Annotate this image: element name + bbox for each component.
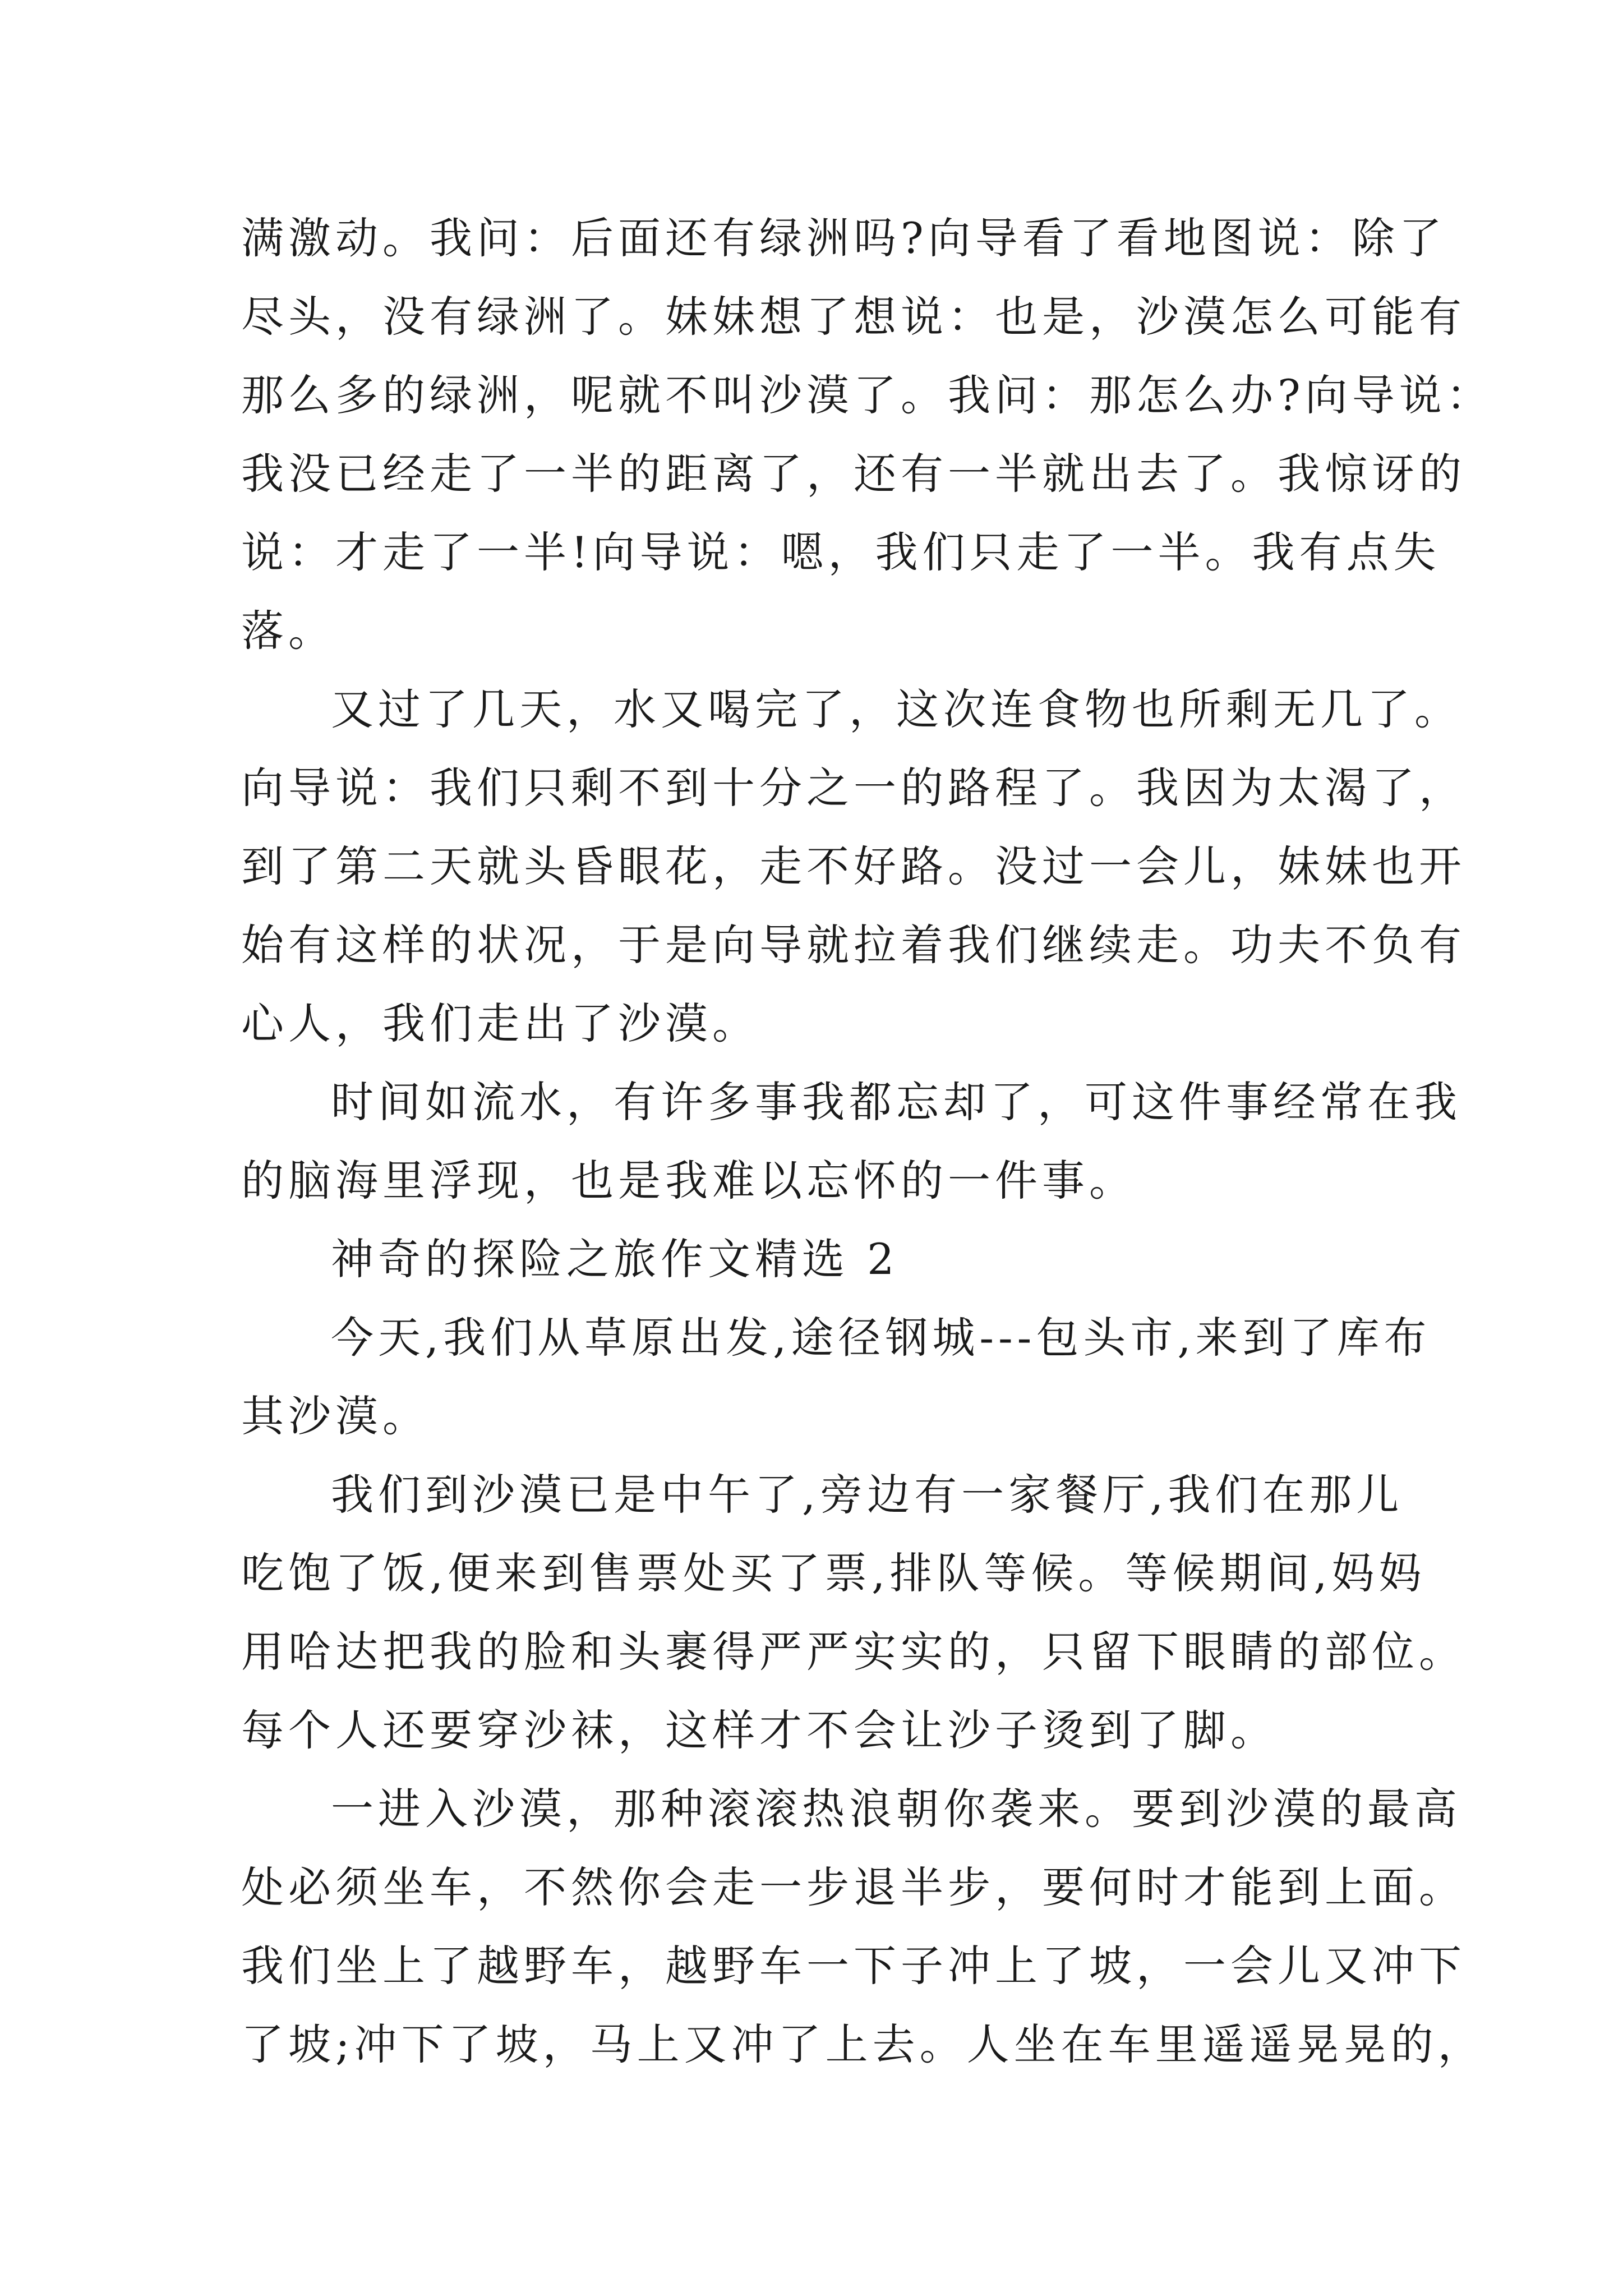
text-line: 吃饱了饭,便来到售票处买了票,排队等候。等候期间,妈妈 (241, 1548, 1426, 1598)
text-line: 我们坐上了越野车，越野车一下子冲上了坡，一会儿又冲下 (241, 1941, 1466, 1991)
text-line: 心人，我们走出了沙漠。 (241, 999, 759, 1048)
text-line: 落。 (241, 606, 335, 656)
paragraph-start: 今天,我们从草原出发,途径钢城---包头市,来到了库布 (331, 1313, 1431, 1363)
text-line: 尽头，没有绿洲了。妹妹想了想说：也是，沙漠怎么可能有 (241, 292, 1466, 342)
text-line: 始有这样的状况，于是向导就拉着我们继续走。功夫不负有 (241, 920, 1466, 970)
text-line: 向导说：我们只剩不到十分之一的路程了。我因为太渴了， (241, 763, 1466, 813)
paragraph-start: 时间如流水，有许多事我都忘却了，可这件事经常在我 (331, 1077, 1461, 1127)
paragraph-start: 我们到沙漠已是中午了,旁边有一家餐厅,我们在那儿 (331, 1470, 1404, 1520)
section-title: 神奇的探险之旅作文精选 2 (331, 1234, 899, 1284)
text-line: 到了第二天就头昏眼花，走不好路。没过一会儿，妹妹也开 (241, 841, 1466, 891)
text-line: 每个人还要穿沙袜，这样才不会让沙子烫到了脚。 (241, 1705, 1278, 1755)
text-line: 其沙漠。 (241, 1391, 430, 1441)
text-line: 满激动。我问：后面还有绿洲吗?向导看了看地图说：除了 (241, 213, 1446, 263)
text-line: 的脑海里浮现，也是我难以忘怀的一件事。 (241, 1156, 1136, 1205)
text-line: 用哈达把我的脸和头裹得严严实实的，只留下眼睛的部位。 (241, 1627, 1466, 1677)
paragraph-start: 又过了几天，水又喝完了，这次连食物也所剩无几了。 (331, 684, 1461, 734)
text-line: 处必须坐车，不然你会走一步退半步，要何时才能到上面。 (241, 1862, 1466, 1912)
paragraph-start: 一进入沙漠，那种滚滚热浪朝你袭来。要到沙漠的最高 (331, 1784, 1461, 1834)
text-line: 了坡;冲下了坡，马上又冲了上去。人坐在车里遥遥晃晃的， (241, 2019, 1485, 2069)
text-line: 说：才走了一半!向导说：嗯，我们只走了一半。我有点失 (241, 527, 1441, 577)
text-line: 那么多的绿洲，呢就不叫沙漠了。我问：那怎么办?向导说： (241, 370, 1493, 420)
text-line: 我没已经走了一半的距离了，还有一半就出去了。我惊讶的 (241, 449, 1466, 499)
